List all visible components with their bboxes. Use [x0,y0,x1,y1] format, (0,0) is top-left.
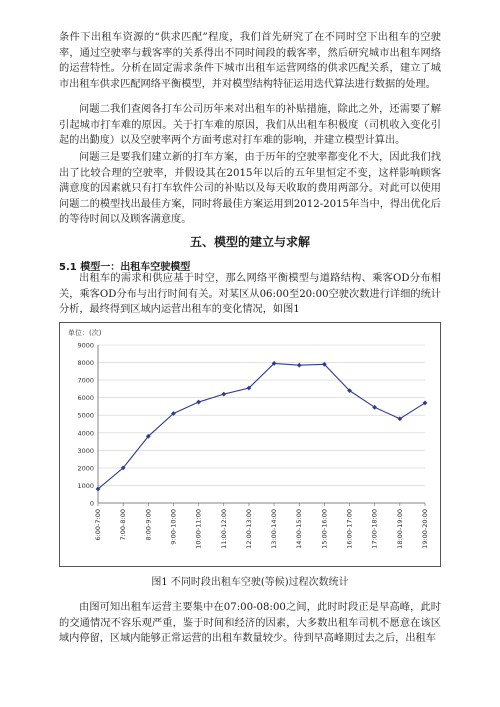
y-tick-label: 9000 [77,341,94,350]
data-point [221,392,226,397]
y-tick-label: 7000 [77,376,94,385]
x-tick-label: 13:00-14:00 [270,509,279,549]
x-tick-label: 14:00-15:00 [295,509,304,549]
x-tick-label: 7:00-8:00 [119,509,128,541]
series-line [98,363,425,489]
y-tick-label: 5000 [77,411,94,420]
x-tick-label: 12:00-13:00 [244,509,253,549]
y-tick-label: 6000 [77,394,94,403]
x-tick-label: 8:00-9:00 [144,509,153,541]
y-axis-label: 单位：(次) [68,329,102,337]
subsection-title: 5.1 模型一：出租车空驶模型 [59,262,191,273]
y-tick-label: 3000 [77,446,94,455]
x-tick-label: 17:00-18:00 [370,509,379,549]
figure-caption: 图1 不同时段出租车空驶(等候)过程次数统计 [151,577,349,588]
chart-figure [59,322,441,567]
x-tick-label: 16:00-17:00 [345,509,354,549]
paragraph-4: 出租车的需求和供应基于时空，那么网络平衡模型与道路结构、乘客OD分布相关，乘客OD分布与出行时间有关。对某区从06:00至20:00空驶次数进行详细的统计分析，最终得到区域内运营出租车的变化情况，如图1 [59,273,441,316]
y-tick-label: 2000 [77,464,94,473]
paragraph-5: 由图可知出租车运营主要集中在07:00-08:00之间，此时时段正是早高峰，此时的交通情况不容乐观严重，鉴于时间和经济的因素，大多数出租车司机不愿意在该区域内停留，区域内能够正常运营的出租车数量较少。待到早高峰期过去之后，出租车 [59,602,441,645]
x-tick-label: 10:00-11:00 [194,509,203,549]
x-tick-label: 9:00-10:00 [169,509,178,545]
paragraph-3: 问题三是要我们建立新的打车方案，由于历年的空驶率都变化不大，因此我们找出了比较合理的空驶率，并假设其在2015年以后的五年里恒定不变，这样影响顾客满意度的因素就只有打车软件公司的补贴以及每天收取的费用两部分。对此可以使用问题二的模型找出最佳方案，同时将最佳方案运用到2012-2015年当中，得出优化后的等待时间以及顾客满意度。 [59,152,441,226]
y-tick-label: 1000 [77,481,94,490]
line-chart [60,323,440,566]
x-tick-label: 6:00-7:00 [94,509,102,541]
x-tick-label: 19:00-20:00 [421,509,429,549]
y-tick-label: 0 [89,499,94,508]
paragraph-2: 问题二我们查阅各打车公司历年来对出租车的补贴措施，除此之外，还需要了解引起城市打车难的原因。关于打车难的原因，我们从出租车积极度（司机收入变化引起的出勤度）以及空驶率两个方面考虑对打车难的影响，并建立模型计算出。 [59,104,441,147]
x-tick-label: 11:00-12:00 [219,509,228,549]
paragraph-1: 条件下出租车资源的“供求匹配”程度，我们首先研究了在不同时空下出租车的空驶率，通过空驶率与载客率的关系得出不同时间段的载客率，然后研究城市出租车网络的运营特性。分析在固定需求条件下城市出租车运营网络的供求匹配关系，建立了城市出租车供求匹配网络平衡模型，并对模型结构特征运用迭代算法进行数据的处理。 [59,32,441,90]
x-tick-label: 18:00-19:00 [395,509,404,549]
y-tick-label: 4000 [77,429,94,438]
x-tick-label: 15:00-16:00 [320,509,329,549]
data-point [297,363,302,368]
y-tick-label: 8000 [77,359,94,368]
data-point [196,400,201,405]
section-title: 五、模型的建立与求解 [189,235,310,249]
